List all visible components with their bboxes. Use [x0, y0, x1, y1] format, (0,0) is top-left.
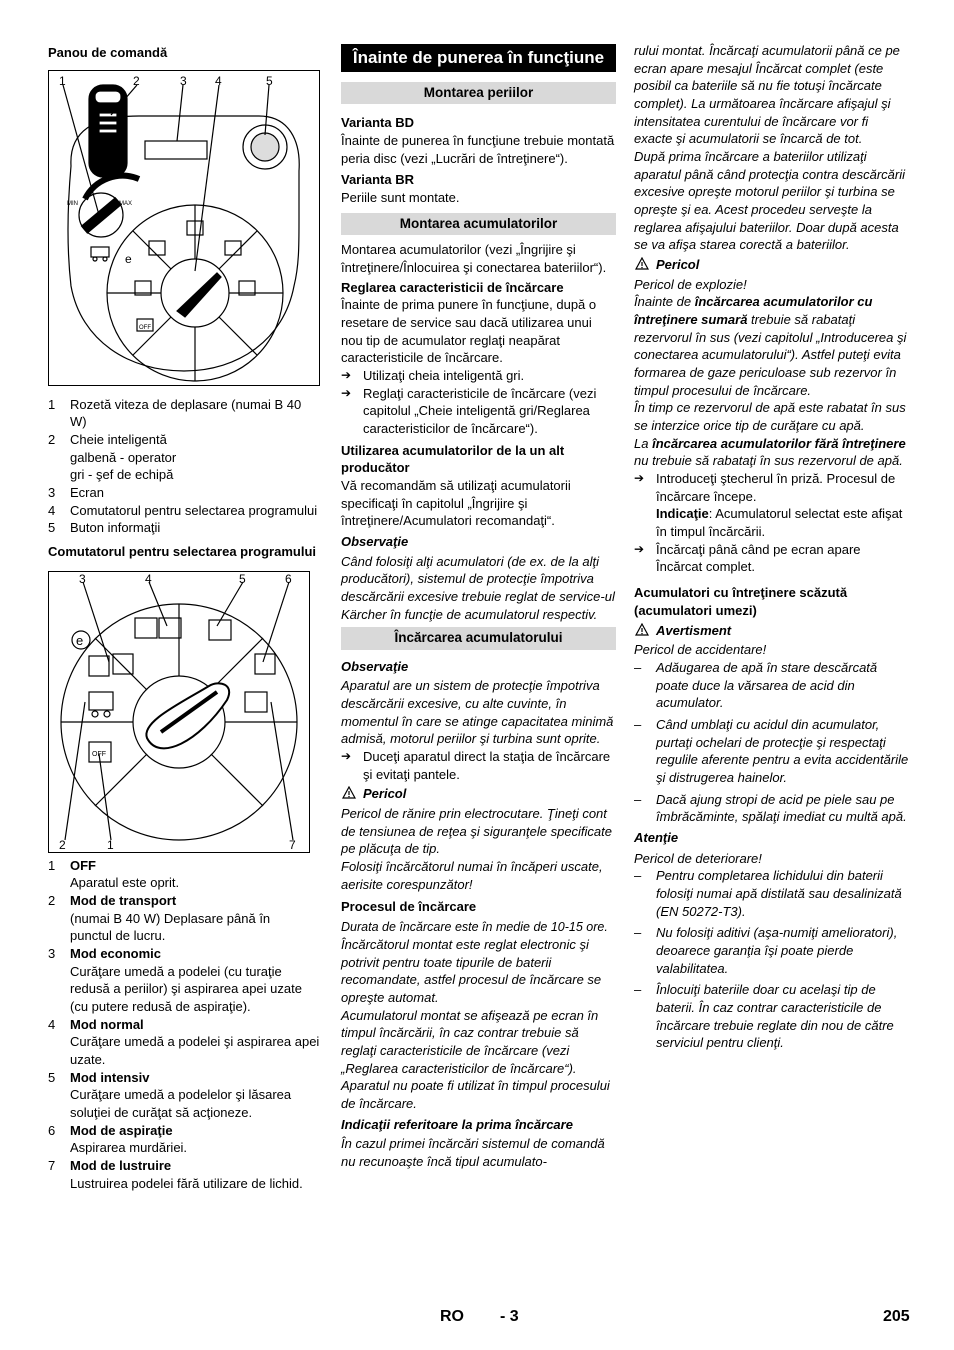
list-item: – Când umblaţi cu acidul din acumulator, purtaţi ochelari de protecţie şi respectaţi regulile aferente pentru a evita accidentările şi distrugerea hainelor. — [634, 716, 909, 787]
variant-br-text: Periile sunt montate. — [341, 190, 460, 206]
footer-page-number: 205 — [883, 1308, 910, 1325]
batteries-text: Montarea acumulatorilor (vezi „Îngrijire şi întreţinere/Înlocuirea şi conectarea bateriilor“). — [341, 242, 607, 275]
fig1-callout-1: 1 — [59, 73, 66, 88]
heading-control-panel: Panou de comandă — [48, 45, 168, 60]
heading-program-switch: Comutatorul pentru selectarea programului — [48, 544, 316, 560]
list-item: – Pentru completarea lichidului din baterii folosiţi numai apă distilată sau desalinizată (EN 50272-T3). — [634, 867, 909, 920]
list-item: 3 Mod economic Curăţare umedă a podelei (cu turaţie redusă a periilor) şi aspirarea apei uzate (cu putere redusă de aspiraţie). — [48, 946, 302, 1015]
danger-heading-2: Pericol — [634, 256, 909, 274]
figure-program-switch — [48, 571, 310, 853]
warning-icon — [342, 786, 356, 799]
figure-control-panel — [48, 70, 320, 386]
step-set-charge: ➔ Reglaţi caracteristicile de încărcare (vezi capitolul „Cheie inteligentă gri/Reglarea caracteristicilor de încărcare“). — [341, 385, 616, 438]
caution-heading: Atenţie — [634, 829, 679, 845]
list-item: 5 Buton informaţii — [48, 520, 161, 536]
maint-free-text: La încărcarea acumulatorilor fără întreţinere nu trebuie să rabataţi în sus rezervorul de apă. — [634, 435, 906, 469]
list-item: – Dacă ajung stropi de acid pe piele sau pe îmbrăcăminte, spălaţi imediat cu multă apă. — [634, 791, 909, 826]
footer-subpage: - 3 — [500, 1308, 519, 1325]
accident-danger: Pericol de accidentare! — [634, 642, 767, 658]
fig2-callout-7: 7 — [289, 837, 296, 852]
fig1-e-label: e — [125, 251, 132, 266]
charge-process-heading: Procesul de încărcare — [341, 899, 477, 915]
first-charge-cont: rului montat. Încărcaţi acumulatorii până ce pe ecran apare mesajul Încărcat complet (este posibil ca bateriile să nu fie totuşi încărcate complet). La următoarea încărcare afişajul şi intensitatea curentului de încărcare vor fi exacte şi acumulatorii se încarcă de tot. — [634, 43, 900, 147]
list-item: – Înlocuiţi bateriile doar cu acelaşi tip de baterii. În caz contrar caracteristicile de încărcare trebuie reglate din nou de către serviciul pentru clienţi. — [634, 981, 909, 1052]
step-drive-to-station: ➔ Duceţi aparatul direct la staţia de încărcare şi evitaţi pantele. — [341, 748, 616, 783]
wet-batteries-heading: Acumulatori cu întreţinere scăzută (acumulatori umezi) — [634, 585, 848, 618]
danger-heading: Pericol — [341, 785, 616, 803]
list-item: 5 Mod intensiv Curăţare umedă a podelelor şi lăsarea soluţiei de curăţat să acţioneze. — [48, 1069, 292, 1121]
fig2-off-label: OFF — [92, 750, 106, 758]
list-item: – Nu folosiţi aditivi (aşa-numiţi amelioratori), deoarece garanţia îşi poate pierde valabilitatea. — [634, 924, 909, 977]
list-item: 4 Comutatorul pentru selectarea programului — [48, 502, 318, 518]
first-charge-after: După prima încărcare a bateriilor utilizaţi aparatul până când protecţia contra descărcării excesive opreşte motorul periilor şi turbina se opreşte şi ea. Acest procedeu serveşte la reglarea afişajului bateriilor. Doar după acesta se va afişa starea corectă a bateriilor. — [634, 149, 905, 253]
section-charging: Încărcarea acumulatorului — [341, 627, 616, 649]
section-brushes: Montarea periilor — [341, 82, 616, 104]
fig2-callout-4: 4 — [145, 571, 152, 586]
note-text: Când folosiţi alţi acumulatori (de ex. de la alţi producători), sistemul de protecţie împotriva descărcării excesive trebuie reglat de service-ul Kärcher în funcţie de acumulatorul respectiv. — [341, 553, 615, 622]
tank-up-text: În timp ce rezervorul de apă este rabatat în sus se interzice orice tip de curăţare cu apă. — [634, 400, 906, 434]
list-item: 6 Mod de aspiraţie Aspirarea murdăriei. — [48, 1122, 188, 1156]
charging-note-text: Aparatul are un sistem de protecţie împotriva descărcării excesive, cu alte cuvinte, în momentul în care se atinge capacitatea minimă admisă, motorul periilor şi turbina sunt oprite. — [341, 678, 614, 747]
fig2-callout-6: 6 — [285, 571, 292, 586]
program-switch-drawing — [49, 572, 309, 852]
fig2-callout-1: 1 — [107, 837, 114, 852]
step-use-grey-key: ➔ Utilizaţi cheia inteligentă gri. — [341, 367, 616, 385]
first-charge-text: În cazul primei încărcări sistemul de comandă nu recunoaşte încă tipul acumulato- — [341, 1136, 605, 1170]
charge-char-heading: Reglarea caracteristicii de încărcare — [341, 279, 564, 295]
chapter-title: Înainte de punerea în funcţiune — [341, 44, 616, 72]
legend-control-panel — [48, 396, 320, 537]
list-item: 2 Mod de transport (numai B 40 W) Deplasare până în punctul de lucru. — [48, 893, 271, 944]
variant-bd-heading: Varianta BD — [341, 115, 414, 131]
charge-process-text-2: Acumulatorul montat se afişează pe ecran în timpul încărcării, în caz contrar trebuie să reglaţi caracteristicile de încărcare (vezi „Reglarea caracteristicilor de încărcare“). Aparatul nu poate fi utilizat în timpul procesului de încărcare. — [341, 1007, 610, 1112]
fig1-callout-2: 2 — [133, 73, 140, 88]
danger-text-2: Folosiţi încărcătorul numai în încăperi uscate, aerisite corespunzător! — [341, 859, 603, 892]
fig1-callout-3: 3 — [180, 73, 187, 88]
legend-program-switch — [48, 857, 320, 1193]
fig1-callout-5: 5 — [266, 73, 273, 88]
charge-duration: Durata de încărcare este în medie de 10-15 ore. — [341, 920, 608, 935]
danger-text-1: Pericol de rănire prin electrocutare. Ţineţi cont de tensiunea de reţea şi siguranţele specificate pe plăcuţa de tip. — [341, 806, 613, 857]
charging-note-heading: Observaţie — [341, 658, 409, 674]
warning-icon — [635, 623, 649, 636]
low-maint-text: Înainte de încărcarea acumulatorilor cu întreţinere sumară trebuie să rabataţi rezervorul în sus (vezi capitolul „Introducerea şi conectarea acumulatorului“). Astfel puteţi evita formarea de gaze periculoase sub rezervor în timpul procesului de încărcare. — [634, 294, 907, 398]
fig1-min-label: MIN — [67, 200, 78, 207]
section-batteries: Montarea acumulatorilor — [341, 213, 616, 235]
other-mfr-text: Vă recomandăm să utilizaţi acumulatorii specificaţi în capitolul „Îngrijire şi întreţinere/Acumulatori recomandaţi“. — [341, 477, 571, 529]
fig2-callout-5: 5 — [239, 571, 246, 586]
list-item: 3 Ecran — [48, 485, 104, 501]
variant-bd-text: Înainte de punerea în funcţiune trebuie montată peria disc (vezi „Lucrări de întreţinere“). — [341, 133, 615, 166]
charge-char-text: Înainte de prima punere în funcţiune, după o resetare de service sau dacă utilizarea unui nou tip de acumulator reglaţi neapărat caracteristicile de încărcare. — [341, 297, 597, 366]
list-item: 1 OFF Aparatul este oprit. — [48, 857, 180, 891]
warning-heading: Avertisment — [634, 622, 909, 640]
fig1-callout-4: 4 — [215, 73, 222, 88]
control-panel-drawing — [49, 71, 319, 385]
other-mfr-heading: Utilizarea acumulatorilor de la un alt producător — [341, 442, 565, 476]
warning-icon — [635, 257, 649, 270]
charge-process-text-1: Încărcătorul montat este reglat electronic şi potrivit pentru toate tipurile de baterii recomandate, astfel procesul de încărcare se opreşte automat. — [341, 937, 602, 1006]
step-plug-in: ➔ Introduceţi ştecherul în priză. Procesul de încărcare începe. Indicaţie: Acumulatorul selectat este afişat în timpul încărcării. — [634, 470, 909, 541]
fig2-e-label: e — [76, 632, 84, 648]
variant-br-heading: Varianta BR — [341, 172, 414, 188]
column-middle — [341, 42, 616, 1171]
list-item: – Adăugarea de apă în stare descărcată poate duce la vărsarea de acid din acumulator. — [634, 659, 909, 712]
column-left — [48, 42, 320, 1192]
list-item: 7 Mod de lustruire Lustruirea podelei fără utilizare de lichid. — [48, 1158, 303, 1191]
list-item: 2 Cheie inteligentă galbenă - operator gri - şef de echipă — [48, 432, 177, 483]
note-heading: Observaţie — [341, 533, 409, 549]
explosion-danger: Pericol de explozie! — [634, 276, 747, 292]
fig1-max-label: MAX — [119, 200, 133, 207]
step-charge-full: ➔ Încărcaţi până când pe ecran apare Încărcat complet. — [634, 541, 909, 576]
first-charge-heading: Indicaţii referitoare la prima încărcare — [341, 1116, 573, 1132]
list-item: 4 Mod normal Curăţare umedă a podelei şi aspirarea apei uzate. — [48, 1016, 320, 1068]
column-right — [634, 42, 909, 1052]
fig2-callout-3: 3 — [79, 571, 86, 586]
damage-danger: Pericol de deteriorare! — [634, 850, 762, 866]
fig1-off-label: OFF — [139, 324, 151, 331]
list-item: 1 Rozetă viteza de deplasare (numai B 40 W) — [48, 396, 302, 430]
fig2-callout-2: 2 — [59, 837, 66, 852]
footer-lang: RO — [440, 1308, 464, 1325]
